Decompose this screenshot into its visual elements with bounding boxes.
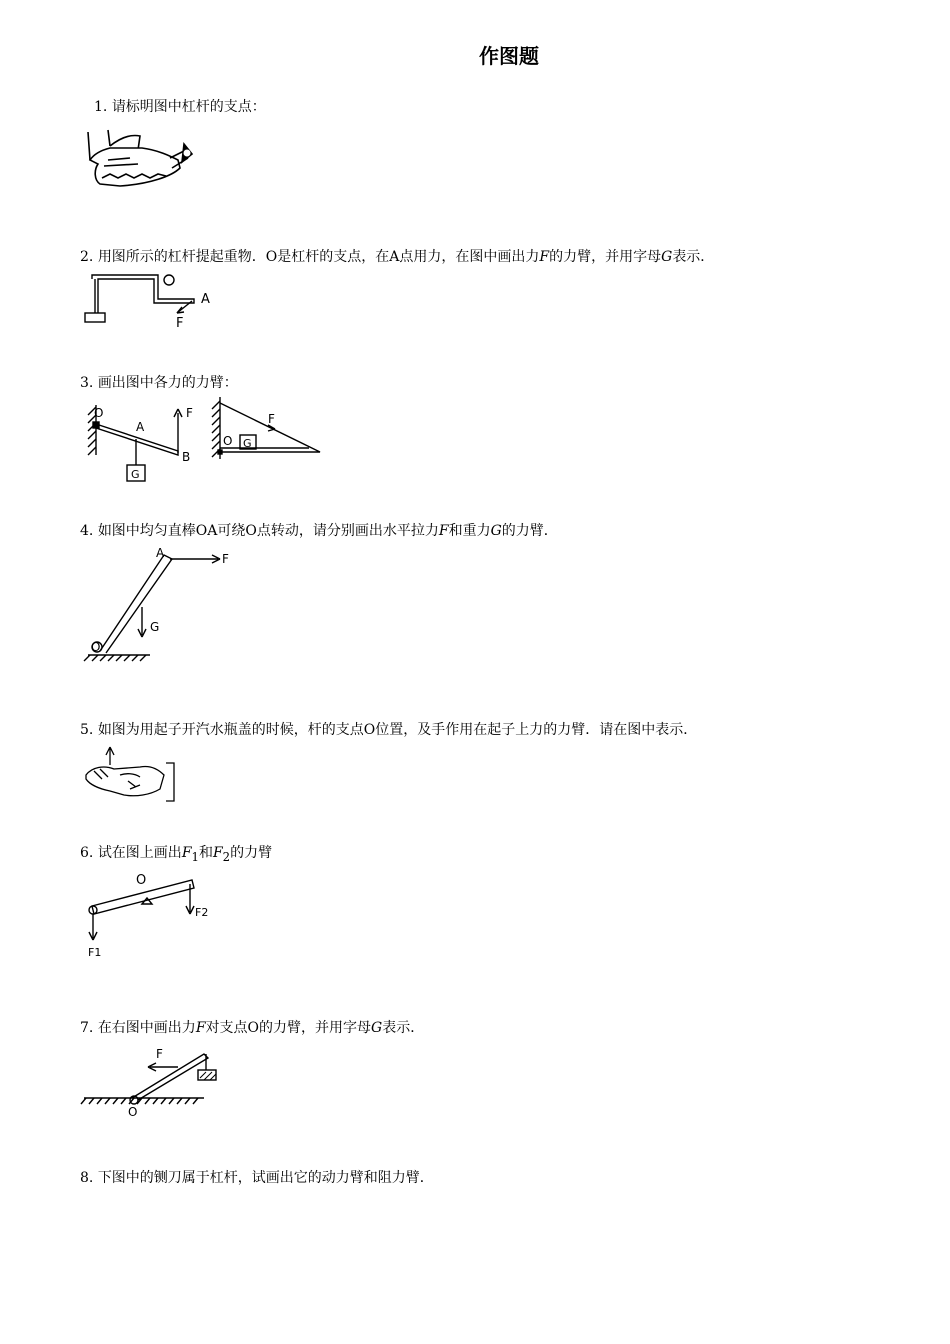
question-7 <box>80 1017 424 1037</box>
label-B: B <box>182 450 191 464</box>
label-F: F <box>176 316 184 330</box>
question-4 <box>80 520 558 540</box>
page-title: 作图题 <box>479 44 539 68</box>
question-number: 4. <box>80 523 94 539</box>
figure-levers-3 <box>80 395 335 490</box>
label-O: O <box>128 1105 138 1119</box>
question-2 <box>80 246 714 266</box>
label-G: G <box>131 468 140 481</box>
question-number: 7. <box>80 1020 94 1036</box>
question-text: 如图为用起子开汽水瓶盖的时候，杆的支点O位置，及手作用在起子上力的力臂．请在图中表示． <box>97 722 698 738</box>
label-F: F <box>268 412 275 426</box>
question-text: 请标明图中杠杆的支点： <box>111 99 266 115</box>
label-F2: F2 <box>195 906 209 919</box>
question-text: 画出图中各力的力臂： <box>97 375 238 391</box>
question-text: 如图中均匀直棒OA可绕O点转动，请分别画出水平拉力 <box>97 523 439 539</box>
symbol-F: F <box>181 845 192 861</box>
question-text: 的力臂 <box>230 845 273 861</box>
question-5 <box>80 719 697 739</box>
question-text: 的力臂． <box>501 523 558 539</box>
label-A: A <box>156 546 165 560</box>
figure-bottle-opener-5 <box>80 745 180 805</box>
label-A: A <box>136 420 145 434</box>
symbol-G: G <box>490 523 502 539</box>
label-F: F <box>156 1047 163 1061</box>
symbol-G: G <box>371 1020 383 1036</box>
question-text: 下图中的铡刀属于杠杆，试画出它的动力臂和阻力臂． <box>97 1170 434 1186</box>
label-O: O <box>94 406 104 420</box>
question-number: 6. <box>80 845 94 861</box>
figure-lever-2 <box>80 265 220 330</box>
subscript: 1 <box>191 849 199 864</box>
question-1 <box>94 96 266 116</box>
question-text: 和 <box>198 845 213 861</box>
question-text: 和重力 <box>448 523 491 539</box>
question-text: 表示． <box>382 1020 425 1036</box>
question-text: 对支点O的力臂，并用字母 <box>205 1020 372 1036</box>
question-number: 2. <box>80 249 94 265</box>
question-number: 8. <box>80 1170 94 1186</box>
question-number: 1. <box>94 99 108 115</box>
symbol-G: G <box>661 249 673 265</box>
question-text: 用图所示的杠杆提起重物．O是杠杆的支点，在A点用力，在图中画出力 <box>97 249 540 265</box>
question-text: 表示． <box>672 249 715 265</box>
symbol-F: F <box>212 845 223 861</box>
question-text: 在右图中画出力 <box>97 1020 196 1036</box>
label-O: O <box>136 873 147 888</box>
label-A: A <box>201 292 210 307</box>
figure-lever-7 <box>80 1040 225 1120</box>
label-G: G <box>243 437 252 450</box>
label-F1: F1 <box>88 946 102 959</box>
question-6 <box>80 842 272 864</box>
label-O: O <box>223 434 233 448</box>
label-F: F <box>186 406 193 420</box>
question-text: 试在图上画出 <box>97 845 182 861</box>
symbol-F: F <box>438 523 449 539</box>
question-number: 5. <box>80 722 94 738</box>
figure-rod-4 <box>80 545 240 665</box>
question-3 <box>80 372 238 392</box>
question-text: 的力臂，并用字母 <box>549 249 662 265</box>
label-G: G <box>150 620 160 634</box>
label-O: O <box>91 640 101 654</box>
symbol-F: F <box>195 1020 206 1036</box>
subscript: 2 <box>222 849 231 864</box>
symbol-F: F <box>539 249 550 265</box>
question-number: 3. <box>80 375 94 391</box>
figure-lever-6 <box>80 868 220 963</box>
question-8 <box>80 1167 434 1187</box>
figure-foot-pedal <box>80 120 200 198</box>
label-F: F <box>222 552 229 566</box>
